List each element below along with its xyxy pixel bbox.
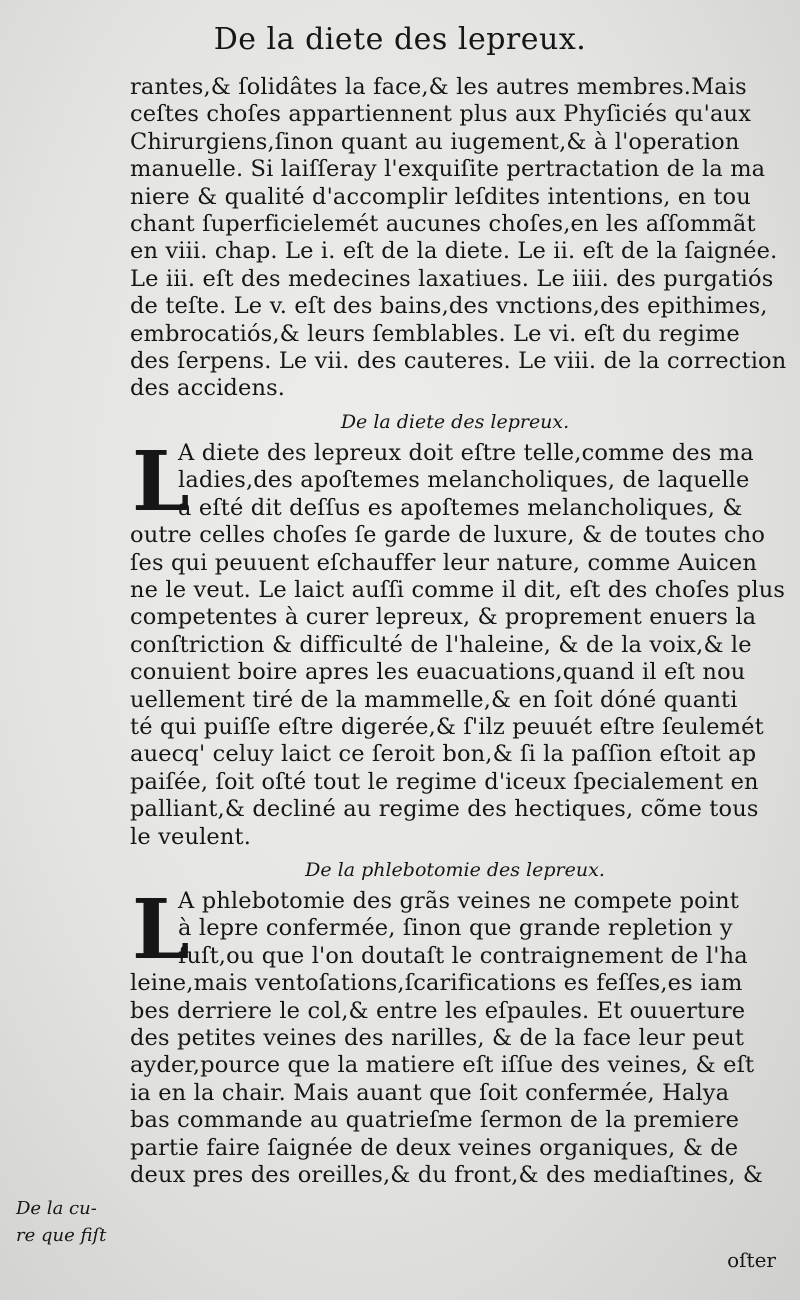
phlebotomie-paragraph <box>130 881 780 1189</box>
text-line: bas commande au quatrieſme ſermon de la premiere <box>130 1107 740 1134</box>
text-line: deux pres des oreilles,& du front,& des mediaſtines, & <box>130 1162 764 1189</box>
text-line: ceſtes choſes appartiennent plus aux Phyſiciés qu'aux <box>130 101 752 128</box>
text-line: leine,mais ventoſations,ſcarifications es feſſes,es iam <box>130 970 743 997</box>
text-line: outre celles choſes ſe garde de luxure, & de toutes cho <box>130 522 766 549</box>
margin-note: De la cu- <box>16 1198 97 1219</box>
drop-cap: L <box>132 433 190 530</box>
catchword: oſter <box>727 1248 776 1272</box>
margin-note: re que fiſt <box>16 1225 107 1246</box>
text-line: conſtriction & difficulté de l'haleine, & de la voix,& le <box>130 631 752 658</box>
diete-paragraph <box>130 433 786 851</box>
text-line: bes derriere le col,& entre les eſpaules. Et ouuerture <box>130 997 746 1024</box>
text-line: té qui puiſſe eſtre digerée,& ſ'ilz peuuét eſtre ſeulemét <box>130 713 764 740</box>
text-line: des accidens. <box>130 375 286 402</box>
text-line: A diete des lepreux doit eſtre telle,comme des ma <box>178 439 754 466</box>
section-heading-diete: De la diete des lepreux. <box>340 410 570 433</box>
text-line: a eſté dit deſſus es apoſtemes melancholiques, & <box>178 494 743 521</box>
drop-cap: L <box>132 881 190 978</box>
text-line: conuient boire apres les euacuations,quand il eſt nou <box>130 659 746 686</box>
text-block <box>130 74 787 1189</box>
text-line: Chirurgiens,ſinon quant au iugement,& à l'operation <box>130 128 740 155</box>
text-line: ayder,pource que la matiere eſt iſſue des veines, & eſt <box>130 1052 755 1079</box>
text-line: chant ſuperficielemét aucunes choſes,en les aſſommãt <box>130 211 756 238</box>
running-head: De la diete des lepreux. <box>213 22 587 57</box>
text-line: le veulent. <box>130 823 252 850</box>
text-line: embrocatiós,& leurs ſemblables. Le vi. eſt du regime <box>130 320 740 347</box>
text-line: niere & qualité d'accomplir leſdites intentions, en tou <box>130 183 751 210</box>
text-line: à lepre confermée, ſinon que grande repletion y <box>178 915 733 942</box>
text-line: ladies,des apoſtemes melancholiques, de laquelle <box>178 467 750 494</box>
text-line: uellement tiré de la mammelle,& en ſoit dóné quanti <box>130 686 738 713</box>
text-line: Le iii. eſt des medecines laxatiues. Le iiii. des purgatiós <box>130 265 774 292</box>
text-line: en viii. chap. Le i. eſt de la diete. Le ii. eſt de la ſaignée. <box>130 238 778 265</box>
text-line: de teſte. Le v. eſt des bains,des vnctions,des epithimes, <box>130 293 768 320</box>
text-line: ne le veut. Le laict auſſi comme il dit, eſt des choſes plus <box>130 576 786 603</box>
text-line: auecq' celuy laict ce ſeroit bon,& ſi la paſſion eſtoit ap <box>130 741 757 768</box>
text-line: manuelle. Si laiſſeray l'exquiſite pertractation de la ma <box>130 156 766 183</box>
text-line: des ſerpens. Le vii. des cauteres. Le viii. de la correction <box>130 348 787 375</box>
text-line: partie faire ſaignée de deux veines organiques, & de <box>130 1134 739 1161</box>
text-line: ia en la chair. Mais auant que ſoit confermée, Halya <box>130 1079 730 1106</box>
text-line: rantes,& ſolidâtes la face,& les autres membres.Mais <box>130 74 747 100</box>
text-line: competentes à curer lepreux, & proprement enuers la <box>130 604 757 631</box>
section-heading-phlebotomie: De la phlebotomie des lepreux. <box>305 858 605 881</box>
text-line: paiſée, ſoit oſté tout le regime d'iceux ſpecialement en <box>130 768 759 795</box>
text-line: fuſt,ou que l'on doutaſt le contraignement de l'ha <box>178 942 748 969</box>
text-line: des petites veines des narilles, & de la face leur peut <box>130 1025 745 1051</box>
text-line: A phlebotomie des grãs veines ne compete point <box>178 887 740 914</box>
text-line: palliant,& decliné au regime des hectiques, cõme tous <box>130 796 759 823</box>
text-line: ſes qui peuuent eſchauffer leur nature, comme Auicen <box>130 549 757 576</box>
intro-paragraph <box>130 74 787 403</box>
